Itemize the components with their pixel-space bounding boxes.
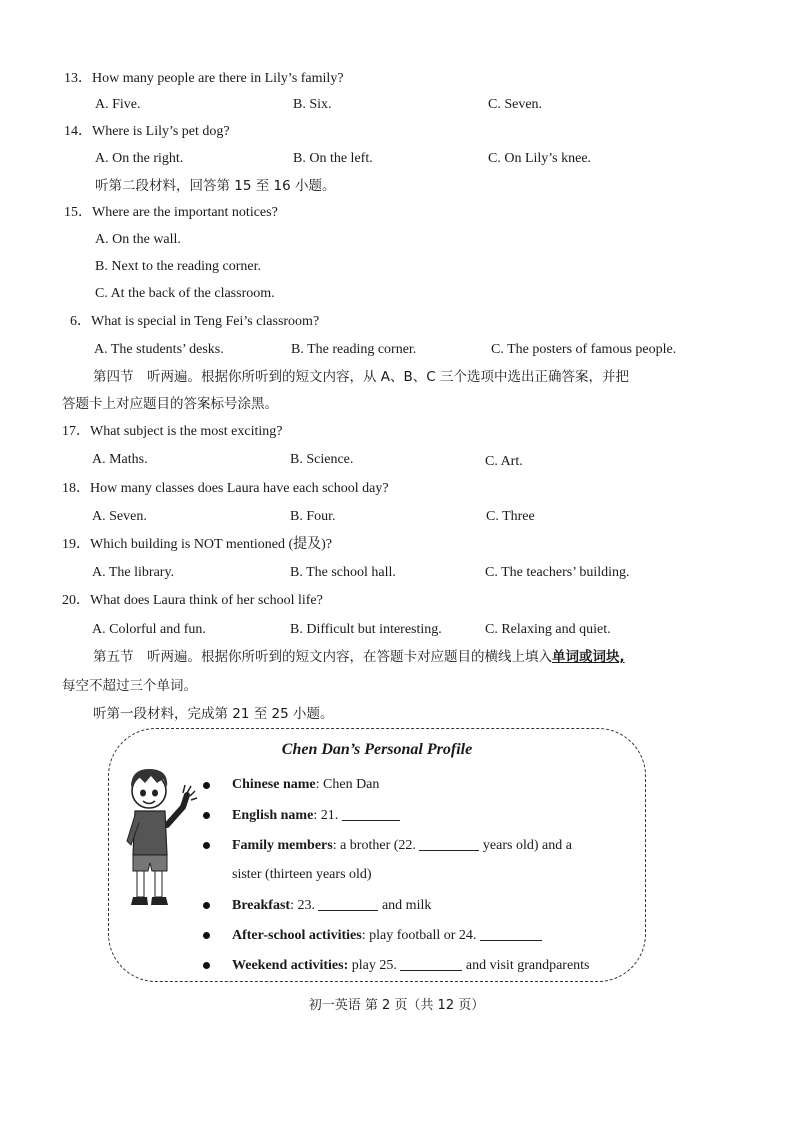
blank-24: [480, 926, 542, 941]
profile-after-school: [232, 926, 542, 945]
question-20-option-c: C. Relaxing and quiet.: [485, 622, 611, 637]
question-16-stem: 6．What is special in Teng Fei’s classroom?: [70, 314, 320, 329]
question-18-option-a: A. Seven.: [92, 509, 147, 524]
question-16-option-a: A. The students’ desks.: [94, 342, 224, 357]
question-16-option-b: B. The reading corner.: [291, 342, 417, 357]
question-19-option-a: A. The library.: [92, 565, 175, 580]
question-14-option-c: C. On Lily’s knee.: [488, 151, 592, 166]
question-14-stem: 14．Where is Lily’s pet dog?: [64, 124, 230, 139]
section-4-instruction-line1: 第四节 听两遍。根据你所听到的短文内容，从 A、B、C 三个选项中选出正确答案，并把: [93, 369, 630, 385]
family-members-value-a: : a brother (22.: [332, 838, 420, 853]
profile-bullet: [203, 962, 210, 969]
blank-25: [400, 956, 462, 971]
question-13-option-c: C. Seven.: [488, 97, 543, 112]
question-13-option-a: A. Five.: [95, 97, 141, 112]
section-5-part1-instruction: 听第一段材料，完成第 21 至 25 小题。: [93, 706, 334, 722]
family-members-value-b: years old) and a: [479, 838, 572, 853]
question-16-option-c: C. The posters of famous people.: [491, 342, 677, 357]
question-18-option-c: C. Three: [486, 509, 535, 524]
question-15-option-c: C. At the back of the classroom.: [95, 286, 275, 301]
question-15-option-a: A. On the wall.: [95, 232, 181, 247]
question-14-option-b: B. On the left.: [293, 151, 373, 166]
question-18-stem: 18．How many classes does Laura have each school day?: [62, 481, 389, 496]
profile-bullet: [203, 932, 210, 939]
question-20-option-b: B. Difficult but interesting.: [290, 622, 442, 637]
weekend-label: Weekend activities:: [232, 958, 349, 973]
section-5-instruction-line1: [93, 648, 625, 666]
weekend-value-a: play 25.: [348, 958, 401, 973]
question-19-option-c: C. The teachers’ building.: [485, 565, 630, 580]
chinese-name-value: : Chen Dan: [315, 777, 380, 792]
after-school-label: After-school activities: [232, 928, 362, 943]
question-17-stem: 17．What subject is the most exciting?: [62, 424, 283, 439]
boy-illustration: [117, 763, 199, 915]
blank-22: [419, 836, 479, 851]
question-19-option-b: B. The school hall.: [290, 565, 396, 580]
profile-bullet: [203, 812, 210, 819]
personal-profile-box: [108, 728, 646, 982]
question-14-option-a: A. On the right.: [95, 151, 184, 166]
weekend-value-b: and visit grandparents: [462, 958, 590, 973]
part2-instruction: 听第二段材料，回答第 15 至 16 小题。: [95, 178, 336, 194]
question-17-option-b: B. Science.: [290, 452, 354, 467]
family-members-label: Family members: [232, 838, 333, 853]
section-4-instruction-line2: 答题卡上对应题目的答案标号涂黑。: [62, 396, 278, 412]
question-19-stem: 19．Which building is NOT mentioned (提及)?: [62, 537, 332, 552]
profile-bullet: [203, 902, 210, 909]
question-13-stem: 13．How many people are there in Lily’s family?: [64, 71, 344, 86]
profile-weekend: [232, 956, 590, 975]
chinese-name-label: Chinese name: [232, 777, 316, 792]
profile-family-members: [232, 836, 572, 855]
breakfast-value-a: : 23.: [290, 898, 319, 913]
profile-title: Chen Dan’s Personal Profile: [281, 741, 473, 758]
question-20-option-a: A. Colorful and fun.: [92, 622, 206, 637]
breakfast-label: Breakfast: [232, 898, 291, 913]
blank-23: [318, 896, 378, 911]
section-5-emphasis: 单词或词块,: [552, 649, 625, 665]
profile-family-members-cont: sister (thirteen years old): [232, 867, 372, 882]
english-name-label: English name: [232, 808, 314, 823]
question-13-option-b: B. Six.: [293, 97, 332, 112]
profile-breakfast: [232, 896, 431, 915]
page-footer: 初一英语 第 2 页（共 12 页）: [308, 998, 485, 1013]
profile-bullet: [203, 842, 210, 849]
section-5-instruction-line2: 每空不超过三个单词。: [62, 678, 197, 694]
question-17-option-c: C. Art.: [485, 454, 523, 469]
question-18-option-b: B. Four.: [290, 509, 336, 524]
question-17-option-a: A. Maths.: [92, 452, 148, 467]
question-15-option-b: B. Next to the reading corner.: [95, 259, 262, 274]
question-20-stem: 20．What does Laura think of her school life?: [62, 593, 323, 608]
profile-chinese-name: [232, 776, 379, 794]
question-15-stem: 15．Where are the important notices?: [64, 205, 278, 220]
profile-bullet: [203, 782, 210, 789]
breakfast-value-b: and milk: [378, 898, 432, 913]
blank-21: [342, 806, 400, 821]
english-name-value: : 21.: [313, 808, 342, 823]
after-school-value: : play football or 24.: [361, 928, 480, 943]
profile-english-name: [232, 806, 400, 825]
section-5-instruction-text: 第五节 听两遍。根据你所听到的短文内容，在答题卡对应题目的横线上填入: [93, 649, 552, 665]
